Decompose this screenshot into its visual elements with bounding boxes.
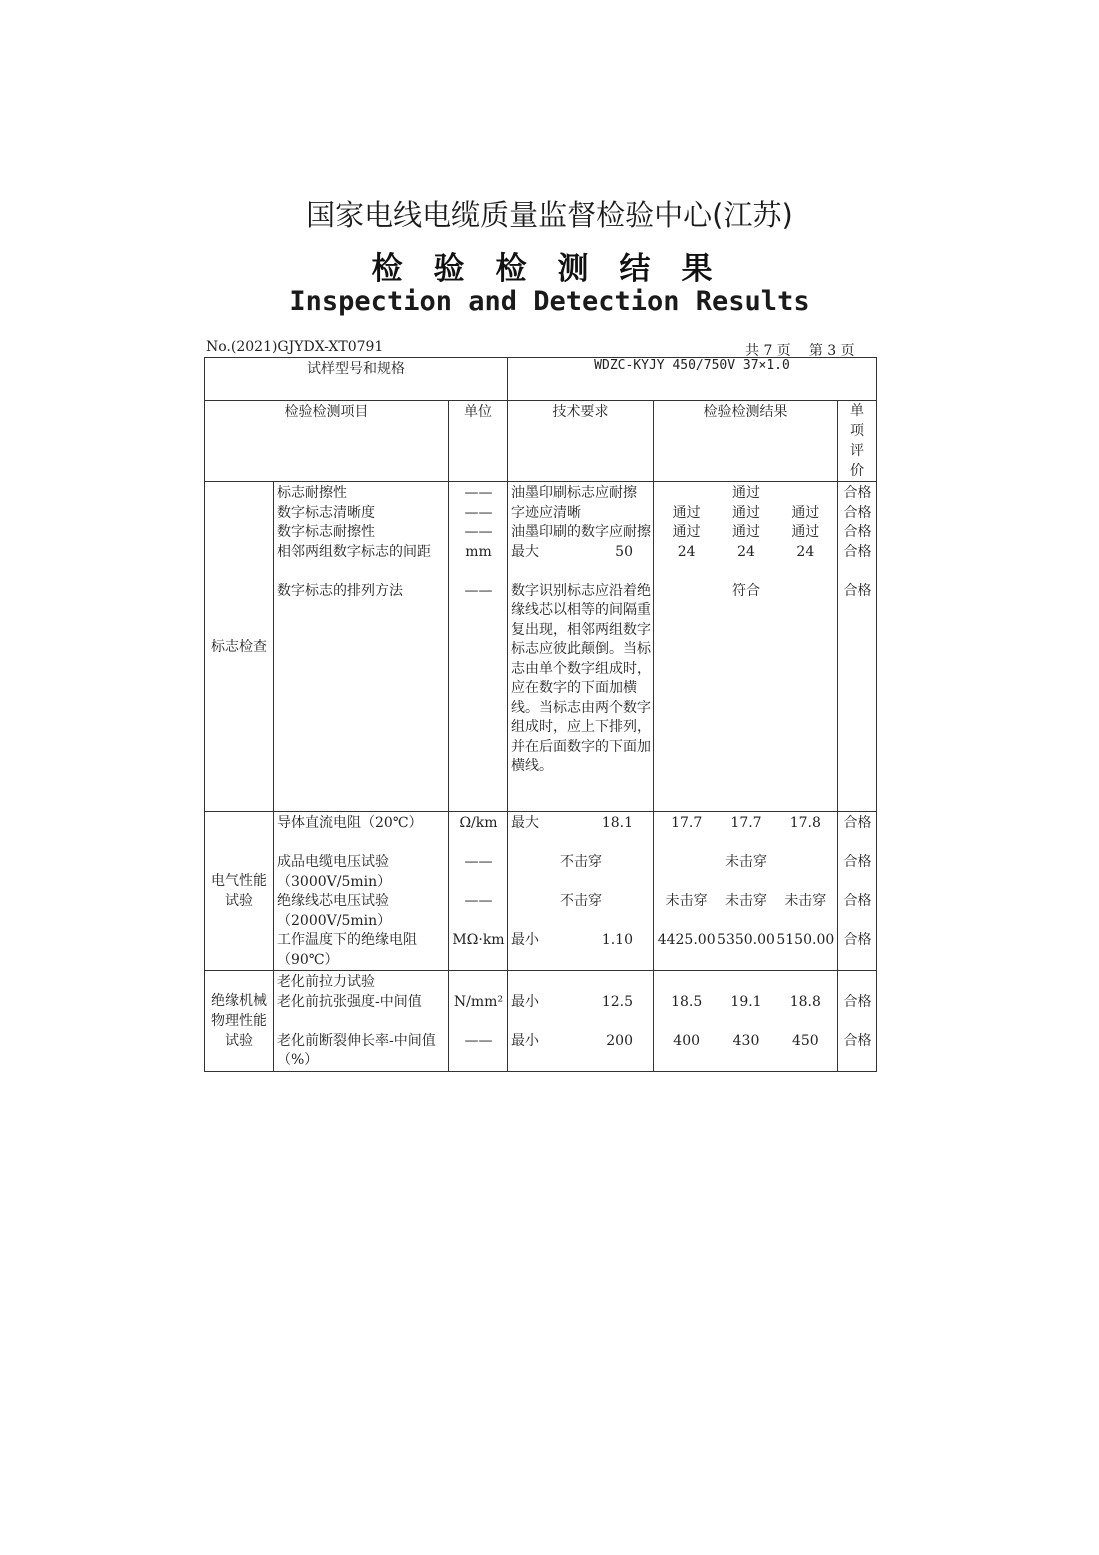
requirement-text: 不击穿 [560, 854, 602, 870]
result-value: 5150.00 [776, 932, 835, 948]
item-text: 老化前抗张强度-中间值 [277, 993, 422, 1010]
result-value: 24 [796, 543, 815, 560]
requirement-text [511, 973, 651, 993]
requirement-text: 油墨印刷标志应耐擦 [511, 485, 637, 501]
result-cell [654, 812, 838, 971]
evaluation-text: 合格 [843, 485, 872, 501]
result-values [657, 504, 835, 524]
result-value: 430 [732, 1032, 760, 1049]
evaluation-text: 合格 [843, 543, 872, 560]
item-cell [274, 812, 449, 971]
result-value: 通过 [791, 524, 820, 540]
item-text: 老化前断裂伸长率-中间值（%） [277, 1032, 436, 1068]
evaluation-text: 合格 [843, 993, 872, 1010]
evaluation-cell [838, 971, 877, 1072]
requirement-text: 最大 18.1 [511, 815, 633, 831]
header-row [205, 401, 877, 482]
evaluation-text [841, 973, 874, 993]
result-value: 24 [737, 543, 755, 560]
col-unit: 单位 [449, 401, 508, 482]
result-value: 18.8 [789, 993, 821, 1010]
requirement-text: 最小 1.10 [511, 932, 633, 948]
group-row [205, 971, 877, 1072]
group-row [205, 812, 877, 971]
result-value: 18.5 [671, 993, 703, 1010]
evaluation-text: 合格 [843, 932, 872, 948]
total-pages: 共 7 页 [745, 343, 791, 359]
result-value: 450 [791, 1032, 819, 1049]
item-text: 数字标志的排列方法 [277, 582, 403, 599]
result-values [657, 523, 835, 543]
result-values [657, 892, 835, 931]
result-value: 通过 [791, 504, 820, 521]
unit-text: —— [464, 1032, 493, 1049]
unit-text: —— [464, 504, 493, 521]
col-requirement: 技术要求 [508, 401, 654, 482]
group-name: 电气性能试验 [205, 812, 274, 971]
unit-text: mm [465, 543, 492, 560]
result-value: 17.8 [789, 815, 821, 831]
evaluation-text: 合格 [843, 524, 872, 540]
unit-text [452, 973, 505, 993]
requirement-cell [508, 812, 654, 971]
result-value: 通过 [731, 524, 760, 540]
evaluation-text: 合格 [843, 815, 872, 831]
unit-text: —— [464, 582, 493, 599]
col-result: 检验检测结果 [654, 401, 838, 482]
item-text: 绝缘线芯电压试验（2000V/5min） [277, 893, 392, 929]
unit-text: —— [464, 524, 493, 540]
requirement-cell [508, 971, 654, 1072]
result-value: 5350.00 [717, 932, 775, 948]
result-values: 通过 [732, 485, 760, 501]
result-value: 通过 [731, 504, 760, 521]
col-item: 检验检测项目 [205, 401, 449, 482]
item-text: 成品电缆电压试验（3000V/5min） [277, 854, 392, 890]
result-values: 符合 [732, 582, 760, 599]
item-text: 老化前拉力试验 [277, 974, 375, 990]
result-value: 17.7 [671, 815, 703, 831]
result-value: 24 [677, 543, 696, 560]
requirement-text: 数字识别标志应沿着绝缘线芯以相等的间隔重复出现，相邻两组数字标志应彼此颠倒。当标志由单个数字组成时，应在数字的下面加横线。当标志由两个数字组成时，应上下排列，并在后面数字的下面加横线。 [511, 582, 651, 774]
item-cell [274, 482, 449, 812]
result-value: 17.7 [730, 815, 762, 831]
result-values: 未击穿 [725, 854, 767, 870]
result-values [657, 931, 835, 970]
item-text: 导体直流电阻（20℃） [277, 815, 423, 831]
item-text: 标志耐擦性 [277, 485, 347, 501]
evaluation-cell [838, 812, 877, 971]
unit-text: N/mm² [453, 993, 504, 1010]
result-value: 400 [673, 1032, 701, 1049]
result-value: 未击穿 [784, 893, 827, 909]
unit-cell [449, 971, 508, 1072]
result-cell [654, 482, 838, 812]
title-en: Inspection and Detection Results [289, 286, 810, 317]
result-value: 19.1 [730, 993, 762, 1010]
item-cell [274, 971, 449, 1072]
spec-label: 试样型号和规格 [205, 358, 508, 401]
requirement-cell [508, 482, 654, 812]
result-values [657, 993, 835, 1032]
requirement-text: 最小 200 [511, 1032, 633, 1049]
item-text: 工作温度下的绝缘电阻（90℃） [277, 932, 417, 968]
result-value: 通过 [672, 504, 701, 521]
result-values [657, 814, 835, 853]
requirement-text: 最小 12.5 [511, 993, 633, 1010]
item-text: 相邻两组数字标志的间距 [277, 543, 431, 560]
item-text: 数字标志耐擦性 [277, 524, 375, 540]
evaluation-cell [838, 482, 877, 812]
unit-cell [449, 812, 508, 971]
group-row [205, 482, 877, 812]
spec-row [205, 358, 877, 401]
result-cell [654, 971, 838, 1072]
group-name: 标志检查 [205, 482, 274, 812]
requirement-text: 不击穿 [560, 893, 602, 909]
unit-text: Ω/km [459, 815, 498, 831]
unit-text: MΩ·km [452, 932, 505, 948]
evaluation-text: 合格 [843, 1032, 872, 1049]
requirement-text: 最大 50 [511, 543, 633, 560]
result-value: 未击穿 [665, 893, 708, 909]
current-page: 第 3 页 [808, 343, 855, 359]
result-value: 未击穿 [724, 893, 767, 909]
result-values [657, 543, 835, 582]
requirement-text: 字迹应清晰 [511, 504, 581, 521]
item-text: 数字标志清晰度 [277, 504, 375, 521]
evaluation-text: 合格 [843, 504, 872, 521]
report-number: No.(2021)GJYDX-XT0791 [206, 339, 384, 355]
results-table [204, 357, 877, 1072]
title-cn: 检验检测结果 [371, 251, 744, 287]
result-values [657, 973, 835, 993]
evaluation-text: 合格 [843, 893, 872, 909]
unit-text: —— [464, 893, 493, 909]
result-values [657, 1032, 835, 1071]
result-value: 通过 [672, 524, 701, 540]
unit-text: —— [464, 485, 493, 501]
unit-text: —— [464, 854, 493, 870]
spec-value: WDZC-KYJY 450/750V 37×1.0 [508, 358, 877, 401]
evaluation-text: 合格 [843, 854, 872, 870]
unit-cell [449, 482, 508, 812]
col-evaluation: 单项评价 [838, 401, 877, 482]
result-value: 4425.00 [657, 932, 716, 948]
evaluation-text: 合格 [843, 582, 872, 599]
org-name: 国家电线电缆质量监督检验中心(江苏) [306, 198, 793, 232]
requirement-text: 油墨印刷的数字应耐擦 [511, 524, 651, 540]
group-name: 绝缘机械物理性能试验 [205, 971, 274, 1072]
